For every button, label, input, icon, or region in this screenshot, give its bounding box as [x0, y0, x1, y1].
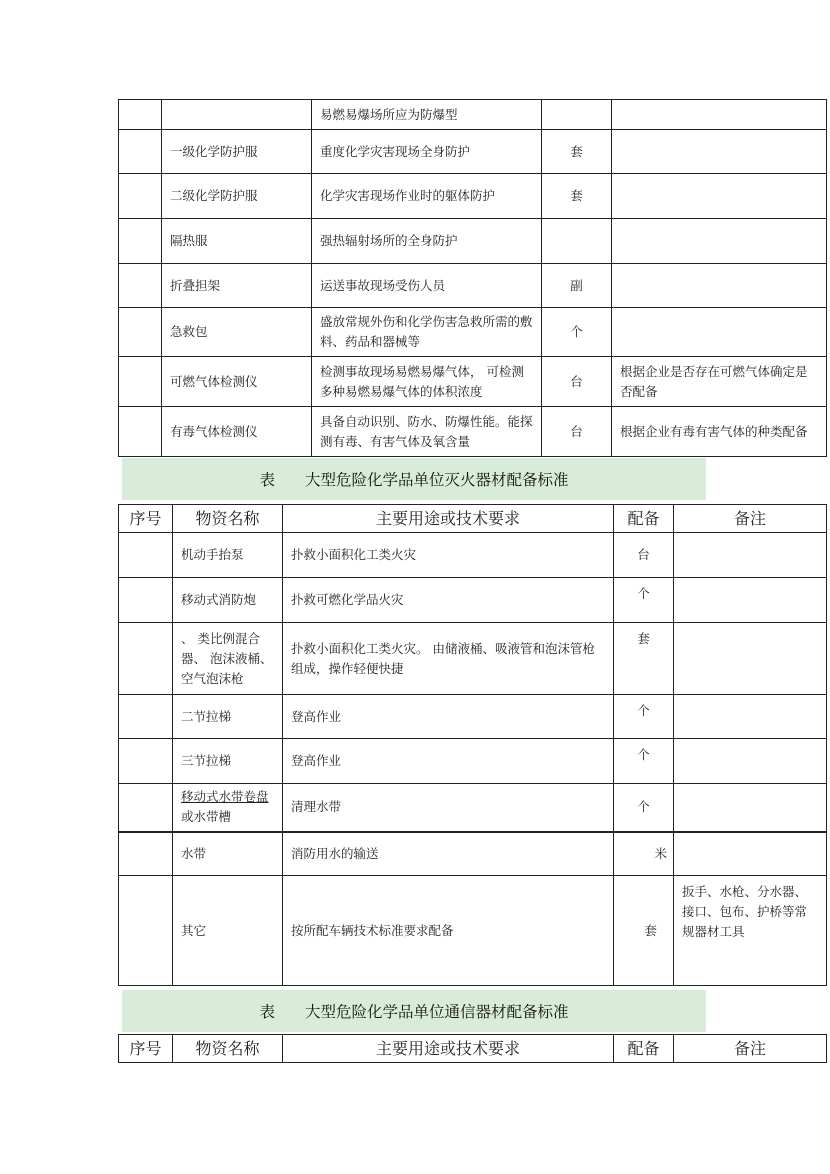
table-fire-equipment — [118, 504, 827, 986]
header-note: 备注 — [674, 1035, 827, 1063]
table-row — [119, 264, 827, 308]
use-cell: 登高作业 — [283, 695, 614, 739]
use-cell: 盛放常规外伤和化学伤害急救所需的敷料、药品和器械等 — [312, 308, 542, 357]
table-row — [119, 832, 827, 876]
unit-cell: 个 — [614, 578, 674, 623]
header-name: 物资名称 — [173, 505, 283, 533]
table-row — [119, 130, 827, 174]
unit-cell: 副 — [542, 264, 612, 308]
table-row — [119, 308, 827, 357]
name-cell: 二级化学防护服 — [162, 174, 312, 219]
unit-cell: 台 — [542, 357, 612, 407]
table-row — [119, 219, 827, 264]
header-name: 物资名称 — [173, 1035, 283, 1063]
name-cell: 急救包 — [162, 308, 312, 357]
use-cell: 消防用水的输送 — [283, 832, 614, 876]
use-cell: 扑救小面积化工类火灾 — [283, 533, 614, 578]
table-row — [119, 357, 827, 407]
use-cell: 登高作业 — [283, 739, 614, 784]
use-cell: 运送事故现场受伤人员 — [312, 264, 542, 308]
table-row — [119, 695, 827, 739]
header-use: 主要用途或技术要求 — [283, 1035, 614, 1063]
header-unit: 配备 — [614, 1035, 674, 1063]
unit-cell: 台 — [614, 533, 674, 578]
table-row — [119, 578, 827, 623]
unit-cell: 套 — [542, 130, 612, 174]
name-cell: 隔热服 — [162, 219, 312, 264]
unit-cell: 个 — [614, 739, 674, 784]
name-cell: 其它 — [173, 876, 283, 986]
use-cell: 化学灾害现场作业时的躯体防护 — [312, 174, 542, 219]
section-title-fire-equipment — [122, 458, 706, 500]
header-note: 备注 — [674, 505, 827, 533]
use-cell: 扑救可燃化学品火灾 — [283, 578, 614, 623]
unit-cell: 套 — [542, 174, 612, 219]
use-cell: 强热辐射场所的全身防护 — [312, 219, 542, 264]
header-unit: 配备 — [614, 505, 674, 533]
table-header-row — [119, 505, 827, 533]
table-row — [119, 174, 827, 219]
name-rest: 或水带槽 — [181, 809, 232, 825]
name-cell: 有毒气体检测仪 — [162, 407, 312, 457]
header-use: 主要用途或技术要求 — [283, 505, 614, 533]
name-cell: 折叠担架 — [162, 264, 312, 308]
section-title-communication-equipment — [122, 990, 706, 1032]
table-title: 大型危险化学品单位灭火器材配备标准 — [305, 471, 569, 489]
unit-cell: 个 — [542, 308, 612, 357]
unit-cell — [542, 219, 612, 264]
unit-cell: 台 — [542, 407, 612, 457]
table-row — [119, 784, 827, 832]
use-cell: 扑救小面积化工类火灾。 由储液桶、吸液管和泡沫管枪组成，操作轻便快捷 — [283, 623, 614, 695]
table-row — [119, 100, 827, 130]
name-cell: 水带 — [173, 832, 283, 876]
name-cell: 二节拉梯 — [173, 695, 283, 739]
table-row — [119, 533, 827, 578]
header-seq: 序号 — [119, 1035, 173, 1063]
table-header-row — [119, 1035, 827, 1063]
name-cell: 三节拉梯 — [173, 739, 283, 784]
use-cell: 按所配车辆技术标准要求配备 — [283, 876, 614, 986]
table-row — [119, 739, 827, 784]
name-cell — [173, 784, 283, 832]
use-cell: 清理水带 — [283, 784, 614, 832]
name-cell: 一级化学防护服 — [162, 130, 312, 174]
table-label: 表 — [259, 1003, 275, 1021]
use-cell: 重度化学灾害现场全身防护 — [312, 130, 542, 174]
table-label: 表 — [259, 471, 275, 489]
name-cell: 机动手抬泵 — [173, 533, 283, 578]
use-cell: 检测事故现场易燃易爆气体， 可检测多种易燃易爆气体的体积浓度 — [312, 357, 542, 407]
name-cell: 可燃气体检测仪 — [162, 357, 312, 407]
note-cell: 根据企业有毒有害气体的种类配备 — [612, 407, 827, 457]
unit-cell: 套 — [614, 876, 674, 986]
table-row — [119, 623, 827, 695]
use-cell: 具备自动识别、防水、防爆性能。能探测有毒、有害气体及氧含量 — [312, 407, 542, 457]
table-title: 大型危险化学品单位通信器材配备标准 — [305, 1003, 569, 1021]
header-seq: 序号 — [119, 505, 173, 533]
use-cell: 易燃易爆场所应为防爆型 — [312, 100, 542, 130]
note-cell: 扳手、水枪、分水器、接口、包布、护桥等常规器材工具 — [674, 876, 827, 986]
unit-cell: 个 — [614, 784, 674, 832]
table-protective-equipment — [118, 99, 827, 457]
unit-cell: 米 — [614, 832, 674, 876]
unit-cell: 套 — [614, 623, 674, 695]
table-row — [119, 876, 827, 986]
name-cell: 移动式消防炮 — [173, 578, 283, 623]
table-communication-equipment — [118, 1034, 827, 1063]
name-underlined: 移动式水带卷盘 — [181, 789, 269, 805]
name-cell: 、 类比例混合器、 泡沫液桶、空气泡沫枪 — [173, 623, 283, 695]
note-cell: 根据企业是否存在可燃气体确定是否配备 — [612, 357, 827, 407]
unit-cell: 个 — [614, 695, 674, 739]
table-row — [119, 407, 827, 457]
